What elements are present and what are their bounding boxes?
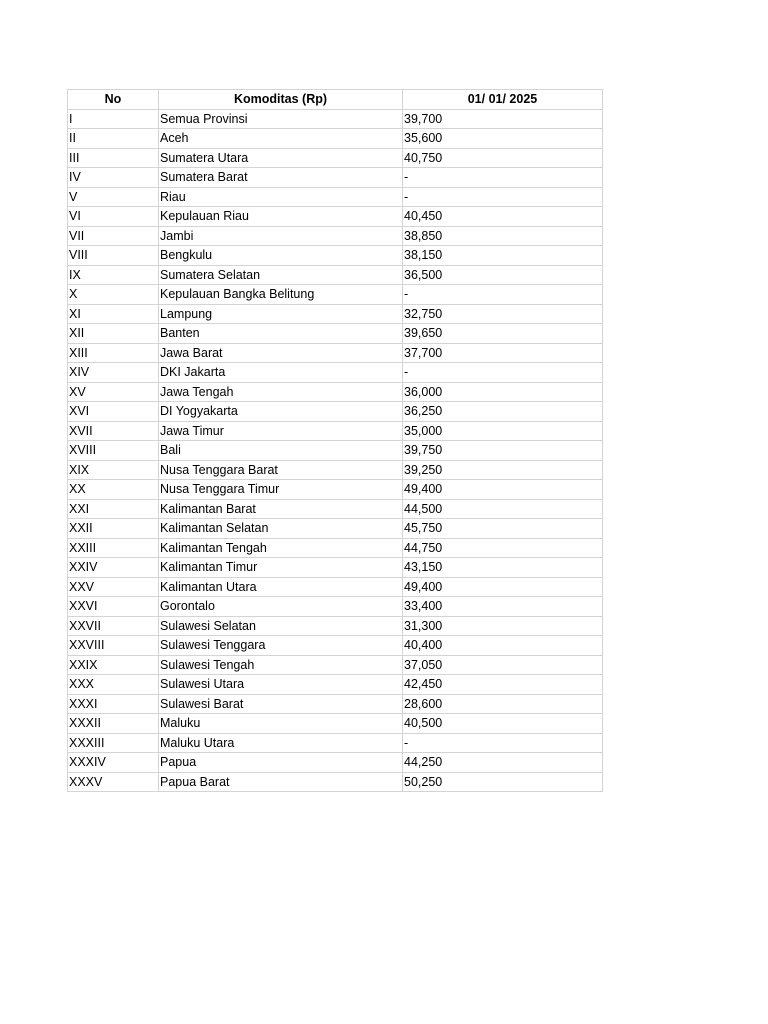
province-name: Semua Provinsi: [159, 109, 403, 129]
table-row: [68, 129, 603, 149]
province-name: Jawa Barat: [159, 343, 403, 363]
province-name: DI Yogyakarta: [159, 402, 403, 422]
table-row: [68, 246, 603, 266]
price-value: 36,000: [403, 382, 603, 402]
table-body: [68, 109, 603, 792]
row-number: XX: [68, 480, 159, 500]
province-name: Sumatera Barat: [159, 168, 403, 188]
province-name: Lampung: [159, 304, 403, 324]
table-row: [68, 538, 603, 558]
price-value: -: [403, 733, 603, 753]
province-name: Kalimantan Selatan: [159, 519, 403, 539]
price-value: -: [403, 187, 603, 207]
table-row: [68, 753, 603, 773]
price-value: 37,700: [403, 343, 603, 363]
row-number: IX: [68, 265, 159, 285]
price-value: 49,400: [403, 480, 603, 500]
province-name: Gorontalo: [159, 597, 403, 617]
price-value: 38,150: [403, 246, 603, 266]
row-number: XXXV: [68, 772, 159, 792]
header-date: 01/ 01/ 2025: [403, 90, 603, 110]
row-number: XXVII: [68, 616, 159, 636]
row-number: I: [68, 109, 159, 129]
table-row: [68, 226, 603, 246]
row-number: XI: [68, 304, 159, 324]
row-number: III: [68, 148, 159, 168]
row-number: XVII: [68, 421, 159, 441]
table-row: [68, 168, 603, 188]
price-value: 44,500: [403, 499, 603, 519]
row-number: IV: [68, 168, 159, 188]
price-value: 36,250: [403, 402, 603, 422]
province-name: Kalimantan Barat: [159, 499, 403, 519]
province-name: Papua: [159, 753, 403, 773]
price-value: 49,400: [403, 577, 603, 597]
table-row: [68, 616, 603, 636]
price-value: 33,400: [403, 597, 603, 617]
table-row: [68, 655, 603, 675]
table-row: [68, 363, 603, 383]
row-number: XV: [68, 382, 159, 402]
row-number: X: [68, 285, 159, 305]
table-row: [68, 675, 603, 695]
row-number: XXX: [68, 675, 159, 695]
row-number: XIII: [68, 343, 159, 363]
province-name: Sulawesi Tengah: [159, 655, 403, 675]
province-name: Maluku: [159, 714, 403, 734]
row-number: VI: [68, 207, 159, 227]
price-value: 39,250: [403, 460, 603, 480]
row-number: XVI: [68, 402, 159, 422]
province-name: Nusa Tenggara Barat: [159, 460, 403, 480]
price-value: -: [403, 363, 603, 383]
province-name: Bali: [159, 441, 403, 461]
province-name: Jawa Timur: [159, 421, 403, 441]
table-row: [68, 460, 603, 480]
table-row: [68, 324, 603, 344]
province-name: Aceh: [159, 129, 403, 149]
price-value: 28,600: [403, 694, 603, 714]
price-value: 44,750: [403, 538, 603, 558]
table-row: [68, 187, 603, 207]
row-number: XXV: [68, 577, 159, 597]
table-row: [68, 343, 603, 363]
table-row: [68, 636, 603, 656]
row-number: XXXIV: [68, 753, 159, 773]
price-value: 50,250: [403, 772, 603, 792]
province-name: Kalimantan Utara: [159, 577, 403, 597]
price-value: 45,750: [403, 519, 603, 539]
row-number: XVIII: [68, 441, 159, 461]
province-name: Sulawesi Selatan: [159, 616, 403, 636]
province-name: DKI Jakarta: [159, 363, 403, 383]
price-value: 39,650: [403, 324, 603, 344]
price-value: -: [403, 285, 603, 305]
province-name: Bengkulu: [159, 246, 403, 266]
table-row: [68, 519, 603, 539]
price-value: 39,700: [403, 109, 603, 129]
table-row: [68, 421, 603, 441]
province-name: Sulawesi Barat: [159, 694, 403, 714]
price-value: 38,850: [403, 226, 603, 246]
price-value: 36,500: [403, 265, 603, 285]
province-name: Jawa Tengah: [159, 382, 403, 402]
row-number: XXXII: [68, 714, 159, 734]
price-value: 40,400: [403, 636, 603, 656]
table-row: [68, 558, 603, 578]
table-row: [68, 207, 603, 227]
price-value: 43,150: [403, 558, 603, 578]
price-value: 31,300: [403, 616, 603, 636]
province-name: Kepulauan Bangka Belitung: [159, 285, 403, 305]
table-row: [68, 148, 603, 168]
row-number: XIV: [68, 363, 159, 383]
row-number: VII: [68, 226, 159, 246]
row-number: XXVIII: [68, 636, 159, 656]
row-number: XII: [68, 324, 159, 344]
table-row: [68, 480, 603, 500]
table-row: [68, 402, 603, 422]
table-row: [68, 694, 603, 714]
table-row: [68, 499, 603, 519]
province-name: Kalimantan Timur: [159, 558, 403, 578]
table-row: [68, 772, 603, 792]
province-name: Riau: [159, 187, 403, 207]
header-row: [68, 90, 603, 110]
row-number: VIII: [68, 246, 159, 266]
row-number: XXXI: [68, 694, 159, 714]
province-name: Kepulauan Riau: [159, 207, 403, 227]
header-no: No: [68, 90, 159, 110]
price-value: 40,450: [403, 207, 603, 227]
price-value: 42,450: [403, 675, 603, 695]
province-name: Nusa Tenggara Timur: [159, 480, 403, 500]
price-value: 39,750: [403, 441, 603, 461]
province-name: Maluku Utara: [159, 733, 403, 753]
table-row: [68, 577, 603, 597]
province-name: Banten: [159, 324, 403, 344]
row-number: V: [68, 187, 159, 207]
row-number: XXVI: [68, 597, 159, 617]
table-row: [68, 109, 603, 129]
price-value: 40,750: [403, 148, 603, 168]
table-row: [68, 285, 603, 305]
price-value: 44,250: [403, 753, 603, 773]
price-value: 32,750: [403, 304, 603, 324]
table-row: [68, 733, 603, 753]
row-number: XIX: [68, 460, 159, 480]
table-row: [68, 714, 603, 734]
row-number: XXXIII: [68, 733, 159, 753]
header-commodity: Komoditas (Rp): [159, 90, 403, 110]
price-value: 35,000: [403, 421, 603, 441]
table-row: [68, 265, 603, 285]
province-name: Sulawesi Tenggara: [159, 636, 403, 656]
table-row: [68, 441, 603, 461]
price-value: 35,600: [403, 129, 603, 149]
table-row: [68, 304, 603, 324]
row-number: XXIV: [68, 558, 159, 578]
table-row: [68, 382, 603, 402]
price-table: [67, 89, 603, 792]
province-name: Sumatera Selatan: [159, 265, 403, 285]
table-row: [68, 597, 603, 617]
row-number: XXII: [68, 519, 159, 539]
row-number: XXIX: [68, 655, 159, 675]
province-name: Papua Barat: [159, 772, 403, 792]
table-header: [68, 90, 603, 110]
price-value: 40,500: [403, 714, 603, 734]
province-name: Sulawesi Utara: [159, 675, 403, 695]
price-table-container: [67, 89, 603, 792]
price-value: 37,050: [403, 655, 603, 675]
row-number: XXI: [68, 499, 159, 519]
province-name: Kalimantan Tengah: [159, 538, 403, 558]
row-number: II: [68, 129, 159, 149]
province-name: Jambi: [159, 226, 403, 246]
price-value: -: [403, 168, 603, 188]
row-number: XXIII: [68, 538, 159, 558]
province-name: Sumatera Utara: [159, 148, 403, 168]
